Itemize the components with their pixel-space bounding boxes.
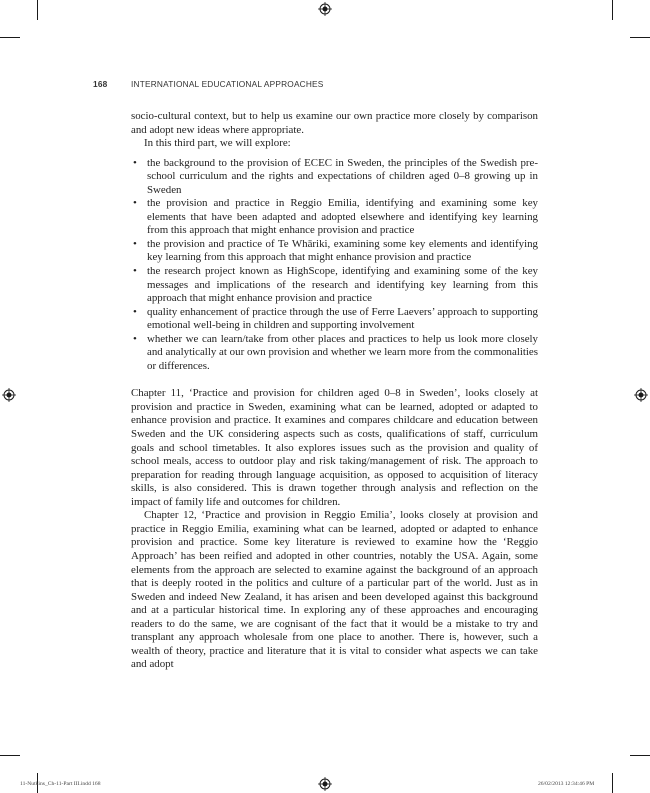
continuation-paragraph: socio-cultural context, but to help us examine our own practice more closely by comparison and adopt new ideas where appropriate. <box>131 110 538 136</box>
chapter-11-summary: Chapter 11, ‘Practice and provision for children aged 0–8 in Sweden’, looks closely at provision and practice in Sweden, examining what can be learned, adopted or adapted to enhance provision and practice. It examines and compares childcare and education between Sweden and the UK considering aspects such as costs, qualifications of staff, curriculum goals and school timetables. It also explores issues such as the provision and quality of school meals, access to outdoor play and risk taking/management of risk. The approach to preparation for reading through language acquisition, as opposed to acquisition of literacy skills, is also considered. This is drawn together through analysis and reflection on the impact of family life and outcomes for children. <box>131 387 538 508</box>
list-item: • whether we can learn/take from other places and practices to help us look more closely and analytically at our own provision and whether we learn more from the commonalities or differences. <box>131 333 538 374</box>
list-item: • the provision and practice in Reggio Emilia, identifying and examining some key elements that have been adapted and adopted elsewhere and identifying key learning from this approach that might enhance provision and practice <box>131 197 538 238</box>
list-item: • quality enhancement of practice through the use of Ferre Laevers’ approach to supporting emotional well-being in children and supporting involvement <box>131 306 538 333</box>
registration-mark-icon <box>318 2 332 16</box>
chapter-summaries <box>131 387 538 671</box>
slug-file-name: 11-Nutkins_Ch-11-Part III.indd 168 <box>20 781 101 787</box>
list-item: • the research project known as HighScope, identifying and examining some of the key messages and implications of the research and identifying key learning from this approach that might enhance provision and practice <box>131 265 538 306</box>
crop-mark-left-top <box>0 37 20 38</box>
list-item: • the provision and practice of Te Whāriki, examining some key elements and identifying key learning from this approach that might enhance provision and practice <box>131 238 538 265</box>
crop-mark-bottom-right <box>612 773 613 793</box>
slug-timestamp: 26/02/2013 12:34:46 PM <box>538 781 595 787</box>
registration-mark-icon <box>318 777 332 791</box>
crop-mark-right-top <box>630 37 650 38</box>
crop-mark-top-right <box>612 0 613 20</box>
registration-mark-icon <box>2 388 16 402</box>
chapter-12-summary: Chapter 12, ‘Practice and provision in Reggio Emilia’, looks closely at provision and practice in Reggio Emilia, examining what can be learned, adopted or adapted to enhance provision and practice. Some key literature is reviewed to examine how the ‘Reggio Approach’ has been reified and adopted in other countries, notably the USA. Again, some elements from the approach are selected to examine against the background of an approach that is deeply rooted in the politics and culture of a particular part of the world. Just as in Sweden and indeed New Zealand, it has arisen and been developed against this background and at a particular historical time. In exploring any of these approaches and encouraging readers to do the same, we are cognisant of the fact that it would be a mistake to try and transplant any approach wholesale from one place to another. There is, however, such a wealth of theory, practice and literature that it is vital to consider what aspects we can take and adopt <box>131 509 538 671</box>
crop-mark-top-left <box>37 0 38 20</box>
running-title: INTERNATIONAL EDUCATIONAL APPROACHES <box>131 79 324 89</box>
list-item: • the background to the provision of ECEC in Sweden, the principles of the Swedish pre-school curriculum and the rights and expectations of children aged 0–8 growing up in Sweden <box>131 157 538 198</box>
page-number: 168 <box>93 79 108 89</box>
running-header <box>93 79 553 89</box>
lead-in-paragraph: In this third part, we will explore: <box>144 137 291 150</box>
registration-mark-icon <box>634 388 648 402</box>
topic-list <box>131 157 538 374</box>
crop-mark-left-bottom <box>0 755 20 756</box>
crop-mark-right-bottom <box>630 755 650 756</box>
page-body <box>131 110 538 672</box>
